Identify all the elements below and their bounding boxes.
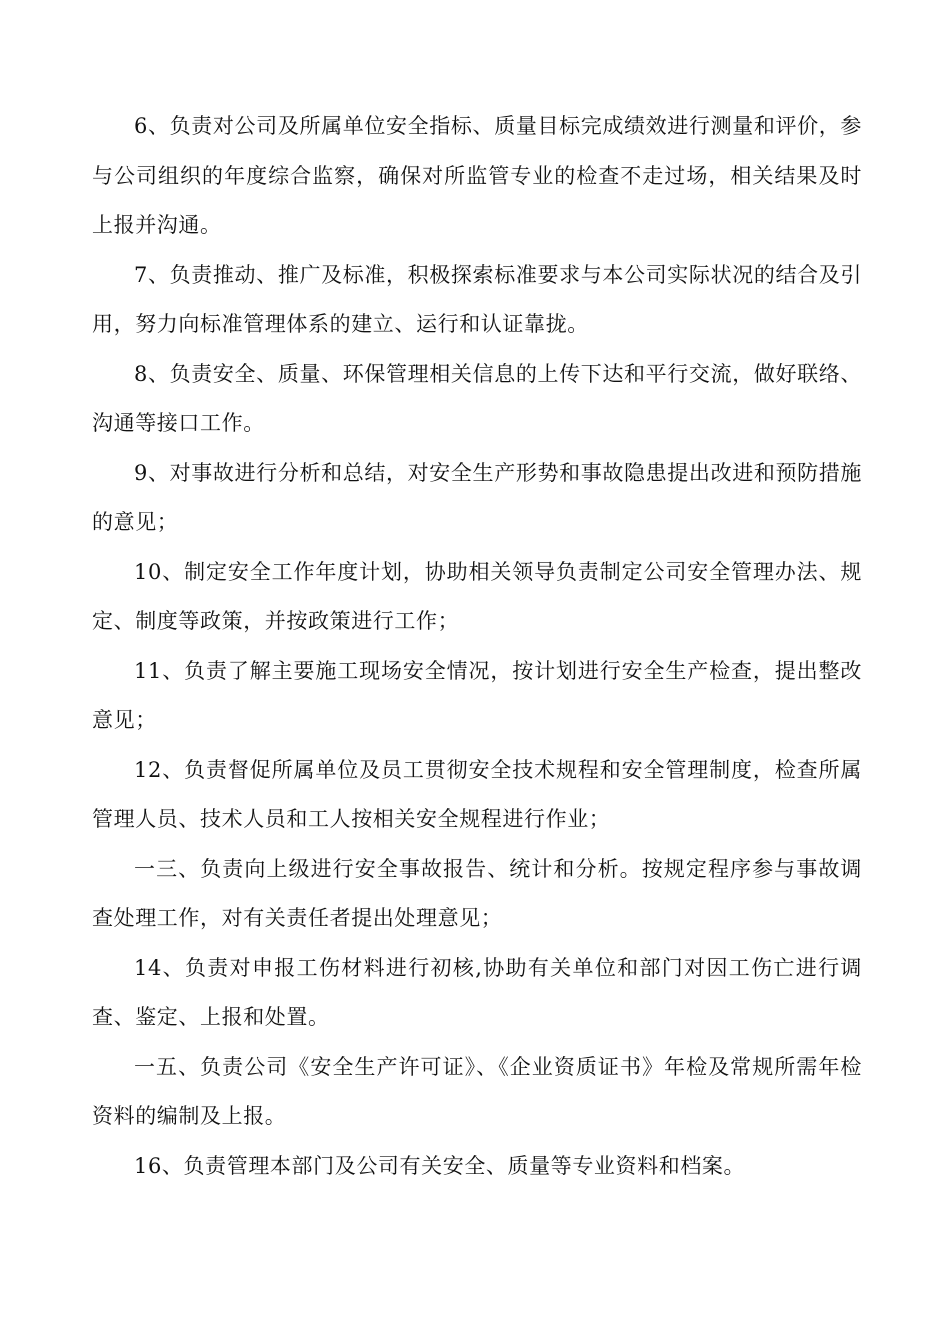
paragraph-item-6: 6、负责对公司及所属单位安全指标、质量目标完成绩效进行测量和评价，参与公司组织的年度综合监察，确保对所监管专业的检查不走过场，相关结果及时上报并沟通。 [92, 114, 862, 237]
document-body [92, 102, 862, 1191]
paragraph-item-16: 16、负责管理本部门及公司有关安全、质量等专业资料和档案。 [134, 1153, 746, 1178]
paragraph-item-9: 9、对事故进行分析和总结，对安全生产形势和事故隐患提出改进和预防措施的意见； [92, 460, 862, 534]
paragraph-item-14: 14、负责对申报工伤材料进行初核,协助有关单位和部门对因工伤亡进行调查、鉴定、上报和处置。 [92, 955, 862, 1029]
paragraph-item-7: 7、负责推动、推广及标准，积极探索标准要求与本公司实际状况的结合及引用，努力向标准管理体系的建立、运行和认证靠拢。 [92, 262, 862, 336]
paragraph-item-11: 11、负责了解主要施工现场安全情况，按计划进行安全生产检查，提出整改意见； [92, 658, 862, 732]
paragraph-item-12: 12、负责督促所属单位及员工贯彻安全技术规程和安全管理制度，检查所属管理人员、技术人员和工人按相关安全规程进行作业； [92, 757, 862, 831]
paragraph-item-15: 一五、负责公司《安全生产许可证》、《企业资质证书》年检及常规所需年检资料的编制及上报。 [92, 1054, 862, 1128]
paragraph-item-8: 8、负责安全、质量、环保管理相关信息的上传下达和平行交流，做好联络、沟通等接口工作。 [92, 361, 862, 435]
paragraph-item-10: 10、制定安全工作年度计划，协助相关领导负责制定公司安全管理办法、规定、制度等政策，并按政策进行工作； [92, 559, 862, 633]
paragraph-item-13: 一三、负责向上级进行安全事故报告、统计和分析。按规定程序参与事故调查处理工作，对有关责任者提出处理意见； [92, 856, 862, 930]
